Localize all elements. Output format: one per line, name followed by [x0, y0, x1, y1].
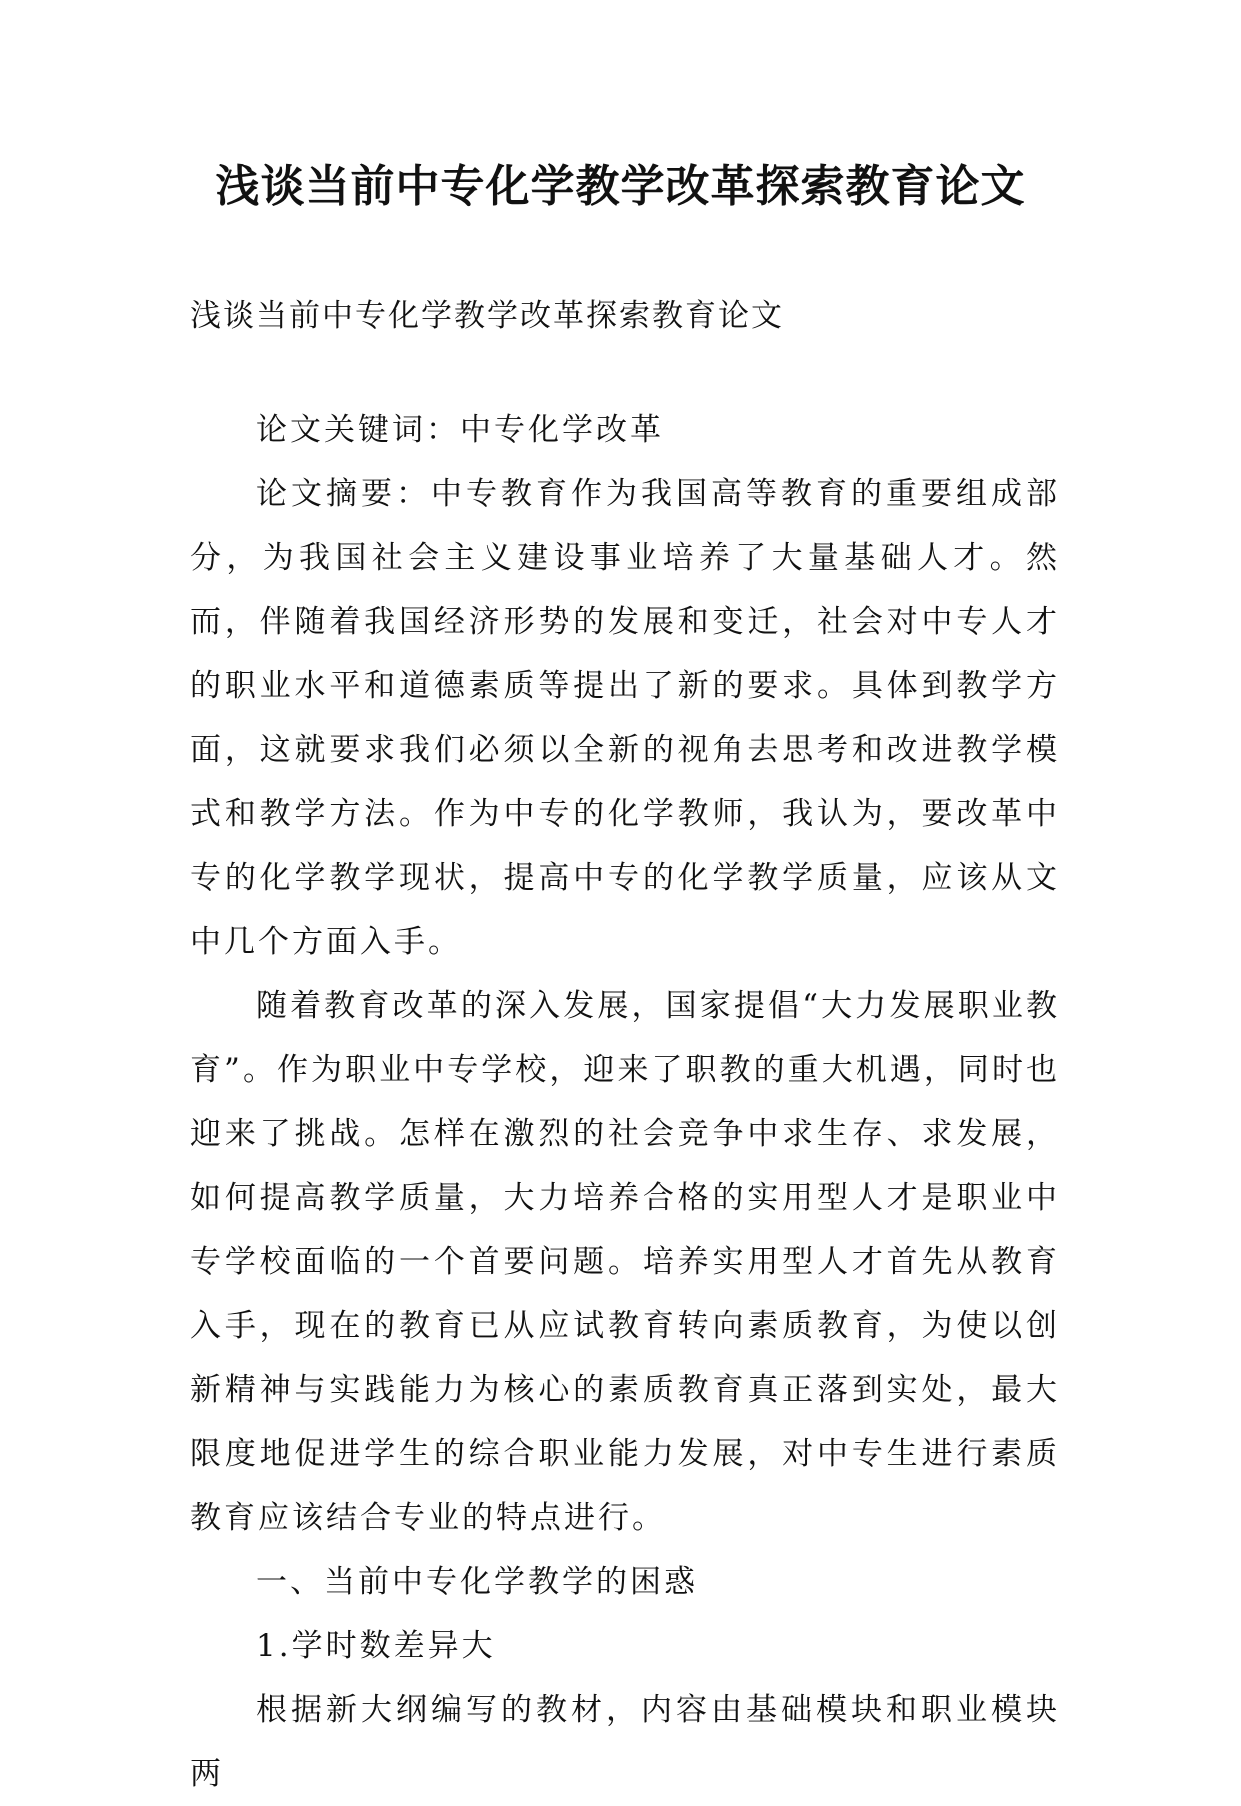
abstract-paragraph: 论文摘要：中专教育作为我国高等教育的重要组成部分，为我国社会主义建设事业培养了大量基础人才。然而，伴随着我国经济形势的发展和变迁，社会对中专人才的职业水平和道德素质等提出了新的要求。具体到教学方面，这就要求我们必须以全新的视角去思考和改进教学模式和教学方法。作为中专的化学教师，我认为，要改革中专的化学教学现状，提高中专的化学教学质量，应该从文中几个方面入手。: [190, 476, 1060, 960]
section-heading: 一、当前中专化学教学的困惑: [256, 1564, 698, 1600]
body-paragraph: 随着教育改革的深入发展，国家提倡“大力发展职业教育”。作为职业中专学校，迎来了职教的重大机遇，同时也迎来了挑战。怎样在激烈的社会竞争中求生存、求发展，如何提高教学质量，大力培养合格的实用型人才是职业中专学校面临的一个首要问题。培养实用型人才首先从教育入手，现在的教育已从应试教育转向素质教育，为使以创新精神与实践能力为核心的素质教育真正落到实处，最大限度地促进学生的综合职业能力发展，对中专生进行素质教育应该结合专业的特点进行。: [190, 988, 1060, 1536]
document-subtitle: 浅谈当前中专化学教学改革探索教育论文: [190, 298, 784, 334]
body-paragraph: 根据新大纲编写的教材，内容由基础模块和职业模块两: [190, 1692, 1060, 1792]
keywords-paragraph: 论文关键词：中专化学改革: [256, 412, 664, 448]
subsection-heading: 1.学时数差异大: [256, 1628, 496, 1664]
document-title: 浅谈当前中专化学教学改革探索教育论文: [215, 161, 1026, 212]
document-body: [190, 398, 1060, 1806]
